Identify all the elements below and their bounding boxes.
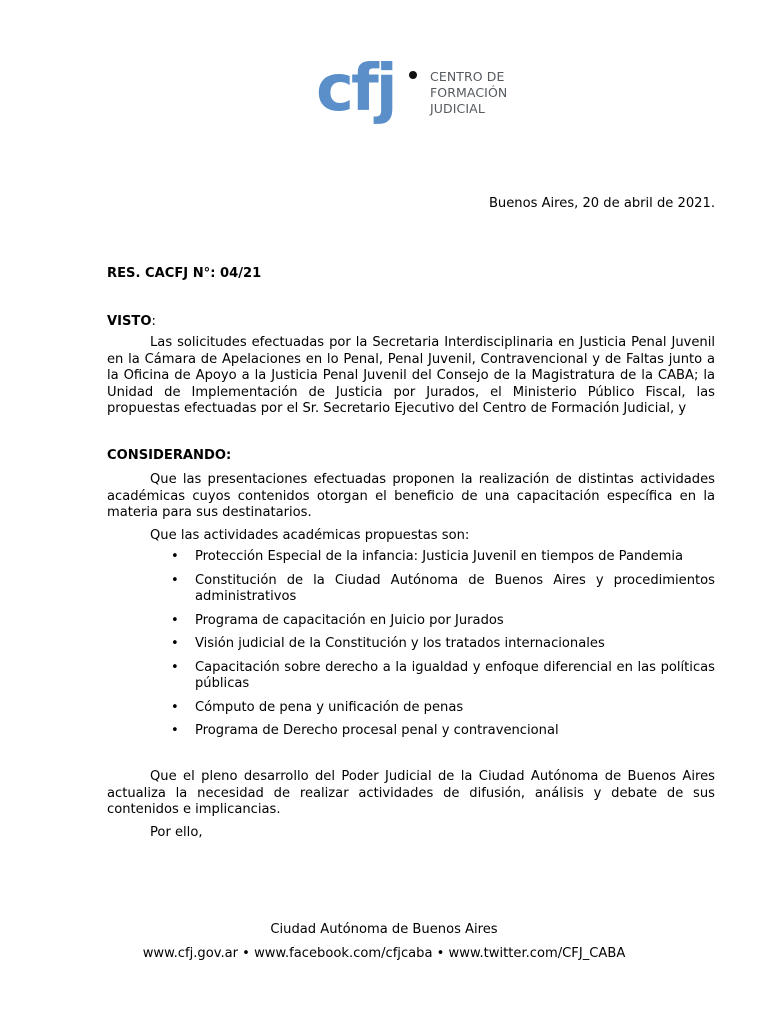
visto-colon: :: [151, 314, 156, 329]
visto-heading-label: VISTO: [107, 314, 152, 329]
activity-item: • Programa de capacitación en Juicio por Jurados: [167, 613, 715, 630]
logo-line-1: CENTRO DE: [430, 69, 505, 84]
document-date: Buenos Aires, 20 de abril de 2021.: [488, 196, 715, 211]
activities-intro: Que las actividades académicas propuestas son:: [150, 528, 470, 543]
resolution-number: RES. CACFJ N°: 04/21: [107, 266, 262, 281]
activity-item: • Visión judicial de la Constitución y los tratados internacionales: [167, 636, 715, 653]
visto-paragraph: Las solicitudes efectuadas por la Secretaria Interdisciplinaria en Justicia Penal Juvenil en la Cámara de Apelaciones en lo Penal, Penal Juvenil, Contravencional y de Faltas junto a la Oficina de Apoyo a la Justicia Penal Juvenil del Consejo de la Magistratura de la CABA; la Unidad de Implementación de Justicia por Jurados, el Ministerio Público Fiscal, las propuestas efectuadas por el Sr. Secretario Ejecutivo del Centro de Formación Judicial, y: [107, 335, 715, 416]
logo-line-3: JUDICIAL: [430, 101, 485, 116]
por-ello-line: Por ello,: [150, 825, 203, 840]
footer-links: www.cfj.gov.ar • www.facebook.com/cfjcaba • www.twitter.com/CFJ_CABA: [142, 946, 626, 961]
svg-text:cfj: cfj: [316, 52, 395, 126]
activity-item: • Programa de Derecho procesal penal y contravencional: [167, 723, 715, 740]
cfj-logo-mark: [316, 52, 406, 136]
activities-list: [167, 549, 715, 747]
considerando-heading: CONSIDERANDO:: [107, 448, 232, 463]
logo-line-2: FORMACIÓN: [430, 85, 508, 100]
cfj-logo: [316, 52, 516, 136]
footer-city: Ciudad Autónoma de Buenos Aires: [270, 922, 498, 937]
activity-item: • Constitución de la Ciudad Autónoma de Buenos Aires y procedimientos administrativos: [167, 573, 715, 606]
activity-item: • Protección Especial de la infancia: Justicia Juvenil en tiempos de Pandemia: [167, 549, 715, 566]
logo-dot: [409, 71, 417, 79]
pleno-paragraph: Que el pleno desarrollo del Poder Judicial de la Ciudad Autónoma de Buenos Aires actualiza la necesidad de realizar actividades de difusión, análisis y debate de sus contenidos e implicancias.: [107, 769, 715, 817]
activity-item: • Cómputo de pena y unificación de penas: [167, 700, 715, 717]
visto-heading: [107, 314, 715, 331]
activity-item: • Capacitación sobre derecho a la igualdad y enfoque diferencial en las políticas públicas: [167, 660, 715, 693]
logo-wordmark: [430, 69, 507, 117]
considerando-paragraph: Que las presentaciones efectuadas proponen la realización de distintas actividades académicas cuyos contenidos otorgan el beneficio de una capacitación específica en la materia para sus destinatarios.: [107, 472, 715, 520]
